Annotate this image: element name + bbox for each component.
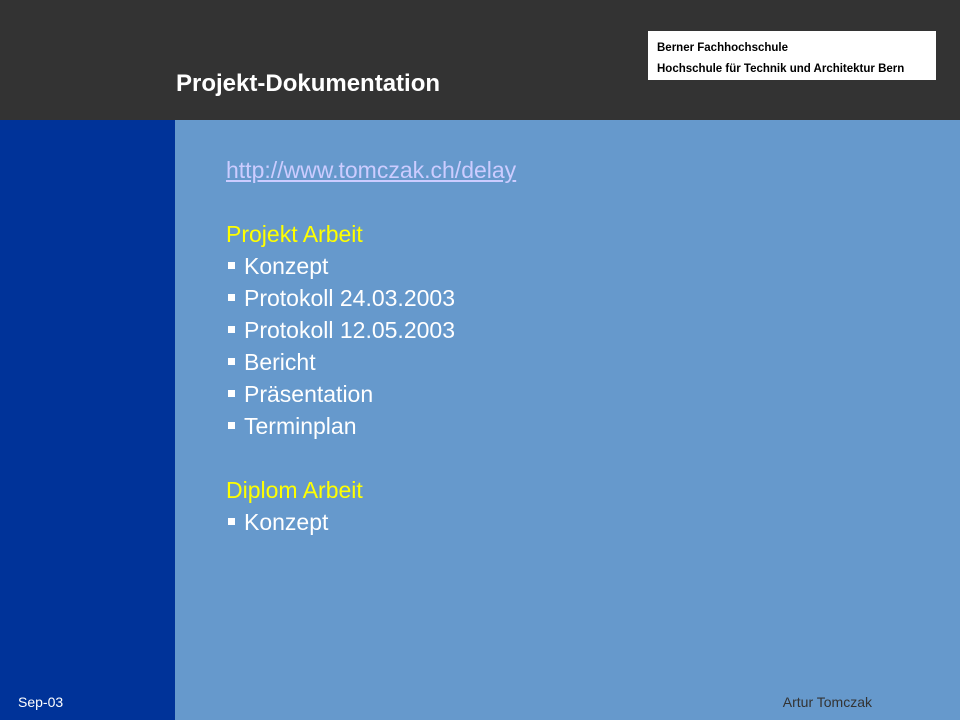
list-item-label: Bericht [244, 349, 316, 375]
square-bullet-icon [228, 294, 235, 301]
list-item[interactable] [226, 250, 926, 282]
square-bullet-icon [228, 358, 235, 365]
footer-author: Artur Tomczak [782, 694, 872, 710]
section-heading: Diplom Arbeit [226, 477, 363, 503]
slide-content [226, 154, 926, 538]
spacer [226, 186, 926, 218]
page-title: Projekt-Dokumentation [176, 70, 441, 97]
project-link[interactable]: http://www.tomczak.ch/delay [226, 157, 517, 183]
list-item[interactable] [226, 378, 926, 410]
list-item[interactable] [226, 410, 926, 442]
square-bullet-icon [228, 390, 235, 397]
header-bar [0, 0, 960, 120]
left-band [0, 120, 175, 720]
spacer [226, 442, 926, 474]
square-bullet-icon [228, 326, 235, 333]
list-item-label: Terminplan [244, 413, 357, 439]
section-heading: Projekt Arbeit [226, 221, 363, 247]
list-item-label: Protokoll 24.03.2003 [244, 285, 455, 311]
list-item[interactable] [226, 282, 926, 314]
list-item-label: Protokoll 12.05.2003 [244, 317, 455, 343]
square-bullet-icon [228, 422, 235, 429]
logo-line-1: Berner Fachhochschule [657, 42, 789, 54]
square-bullet-icon [228, 262, 235, 269]
institution-logo [648, 31, 936, 80]
square-bullet-icon [228, 518, 235, 525]
logo-line-2: Hochschule für Technik und Architektur Bern [657, 63, 905, 75]
list-item[interactable] [226, 346, 926, 378]
list-item-label: Präsentation [244, 381, 374, 407]
list-item-label: Konzept [244, 509, 329, 535]
list-item[interactable] [226, 314, 926, 346]
list-item-label: Konzept [244, 253, 329, 279]
section-diplom-arbeit [226, 474, 926, 538]
list-item[interactable] [226, 506, 926, 538]
footer-date: Sep-03 [18, 694, 64, 710]
section-projekt-arbeit [226, 218, 926, 442]
